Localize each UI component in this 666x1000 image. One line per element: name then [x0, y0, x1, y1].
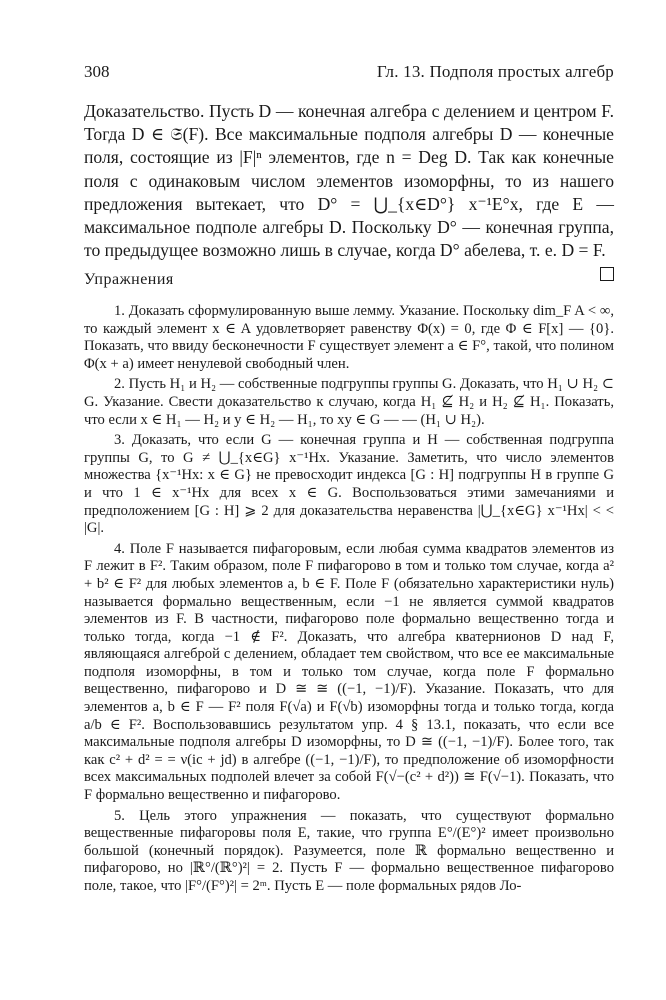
- page-number: 308: [84, 62, 110, 81]
- proof-paragraph: Доказательство. Пусть D — конечная алгебра с делением и центром F. Тогда D ∈ 𝔖(F). Все максимальные подполя алгебры D — конечные поля, состоящие из |F|ⁿ элементов, где n = Deg D. Так как конечные поля с одинаковым числом элементов изоморфны, то из нашего предложения вытекает, что D° = ⋃_{x∈D°} x⁻¹E°x, где E — максимальное подполе алгебры D. Поскольку D° — конечная группа, то предыдущее возможно лишь в случае, когда D° абелева, т. е. D = F.: [84, 100, 614, 262]
- running-header: [84, 62, 614, 88]
- exercise-1: 1. Доказать сформулированную выше лемму. Указание. Поскольку dim_F A < ∞, то каждый элемент x ∈ A удовлетворяет равенству Φ(x) = 0, где Φ ∈ F[x] — {0}. Показать, что ввиду бесконечности F существует элемент a ∈ F°, такой, что полином Φ(x + a) имеет ненулевой свободный член.: [84, 303, 614, 372]
- proof-block: [84, 100, 614, 281]
- exercise-4: 4. Поле F называется пифагоровым, если любая сумма квадратов элементов из F лежит в F². Таким образом, поле F пифагорово в том и только том случае, когда a² + b² ∈ F² для любых элементов a, b ∈ F. Поле F (обязательно характеристики нуль) называется формально вещественным, если −1 не является суммой квадратов элементов из F. В частности, пифагорово поле формально вещественно тогда и только тогда, когда −1 ∉ F². Доказать, что алгебра кватернионов D над F, являющаяся алгеброй с делением, обладает тем свойством, что все ее максимальные подполя изоморфны, в том и только том случае, когда поле F формально вещественно, пифагорово и D ≅ ≅ ((−1, −1)/F). Указание. Показать, что для элементов a, b ∈ F — F² поля F(√a) и F(√b) изоморфны тогда и только тогда, когда a/b ∈ F². Воспользовавшись результатом упр. 4 § 13.1, показать, что если все максимальные подполя алгебры D изоморфны, то D ≅ ((−1, −1)/F). Более того, так как c² + d² = = ν(ic + jd) в алгебре ((−1, −1)/F), то предположение об изоморфности всех максимальных подполей влечет за собой F(√−(c² + d²)) ≅ F(√−1). Показать, что F формально вещественно и пифагорово.: [84, 540, 614, 804]
- qed-symbol: [600, 267, 614, 281]
- exercise-3: 3. Доказать, что если G — конечная группа и H — собственная подгруппа группы G, то G ≠ ⋃_{x∈G} x⁻¹Hx. Указание. Заметить, что число элементов множества {x⁻¹Hx: x ∈ G} не превосходит индекса [G : H] подгруппы H в группе G и что 1 ∈ x⁻¹Hx для всех x ∈ G. Воспользоваться этими замечаниями и предположением [G : H] ⩾ 2 для доказательства неравенства |⋃_{x∈G} x⁻¹Hx| < < |G|.: [84, 432, 614, 537]
- running-title: Гл. 13. Подполя простых алгебр: [376, 62, 614, 81]
- exercise-list: [84, 303, 614, 896]
- exercise-2: 2. Пусть H₁ и H₂ — собственные подгруппы группы G. Доказать, что H₁ ∪ H₂ ⊂ G. Указание. Свести доказательство к случаю, когда H₁ ⊈ H₂ и H₂ ⊈ H₁. Показать, что если x ∈ H₁ — H₂ и y ∈ H₂ — H₁, то xy ∈ G — — (H₁ ∪ H₂).: [84, 376, 614, 428]
- section-heading: Упражнения: [84, 271, 174, 288]
- exercise-5: 5. Цель этого упражнения — показать, что существуют формально вещественные пифагоровы поля E, такие, что группа E°/(E°)² имеет произвольно большой (конечный порядок). Разумеется, поле ℝ формально вещественно и пифагорово, но |ℝ°/(ℝ°)²| = 2. Пусть F — формально вещественное пифагорово поле, такое, что |F°/(F°)²| = 2ᵐ. Пусть E — поле формальных рядов Ло-: [84, 807, 614, 894]
